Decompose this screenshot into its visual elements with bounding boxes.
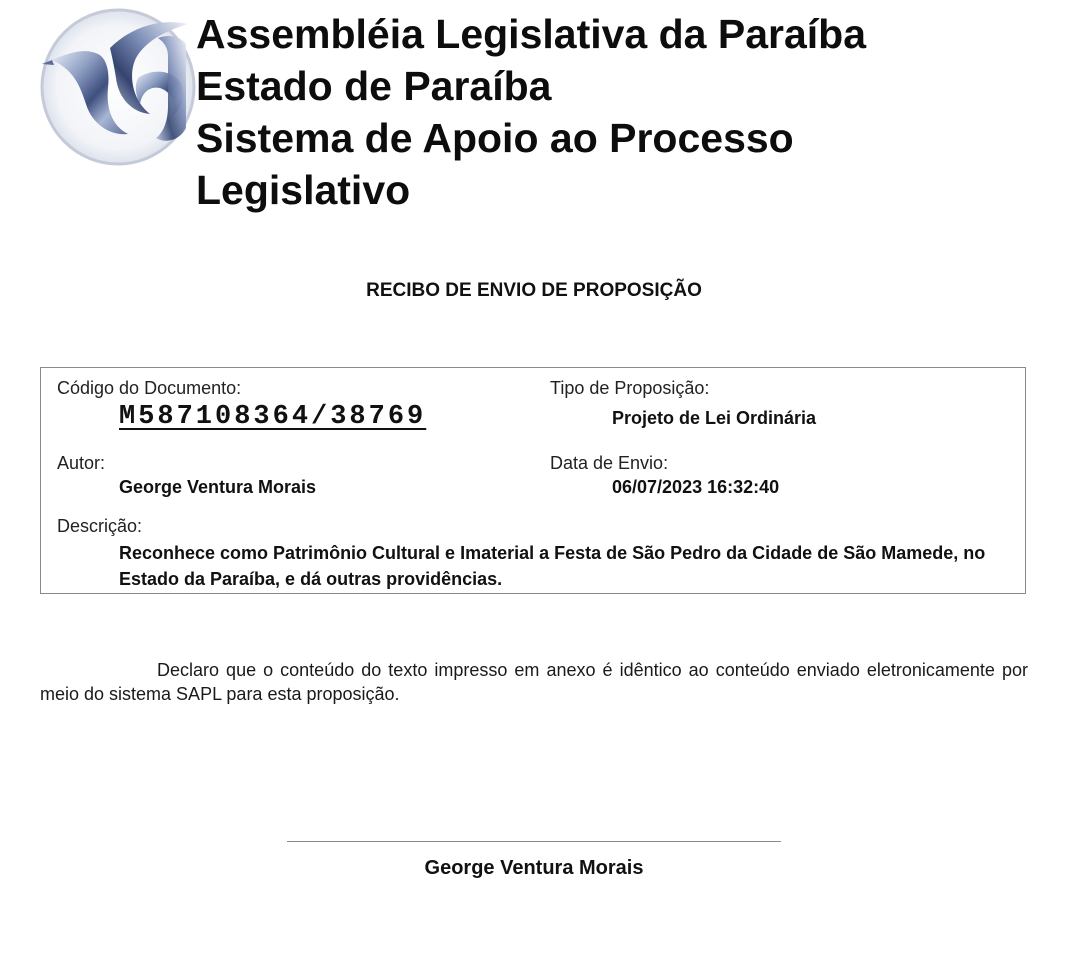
receipt-title: RECIBO DE ENVIO DE PROPOSIÇÃO [366,280,702,301]
header-institution: Assembléia Legislativa da Paraíba [196,11,866,57]
signature-line [287,841,781,842]
tipo-value: Projeto de Lei Ordinária [612,408,817,428]
autor-value: George Ventura Morais [119,477,317,497]
codigo-label: Código do Documento: [57,378,242,398]
data-envio-label: Data de Envio: [550,453,669,473]
alpb-dove-logo-icon [40,8,198,168]
header-system-line1: Sistema de Apoio ao Processo [196,115,794,161]
data-envio-value: 06/07/2023 16:32:40 [612,477,780,497]
tipo-label: Tipo de Proposição: [550,378,710,398]
header-state: Estado de Paraíba [196,63,552,109]
document-code: M587108364/38769 [119,402,427,432]
alpb-logo [40,8,198,168]
proposition-info-box [40,367,1026,594]
signature-name: George Ventura Morais [424,857,644,879]
descricao-label: Descrição: [57,516,143,536]
descricao-value: Reconhece como Patrimônio Cultural e Imaterial a Festa de São Pedro da Cidade de São Mamede, no Estado da Paraíba, e dá outras providências. [119,543,986,589]
header-system-line2: Legislativo [196,167,411,213]
declaration-text: Declaro que o conteúdo do texto impresso em anexo é idêntico ao conteúdo enviado eletronicamente por meio do sistema SAPL para esta proposição. [40,660,1028,704]
autor-label: Autor: [57,453,106,473]
header-titles [196,8,1056,216]
